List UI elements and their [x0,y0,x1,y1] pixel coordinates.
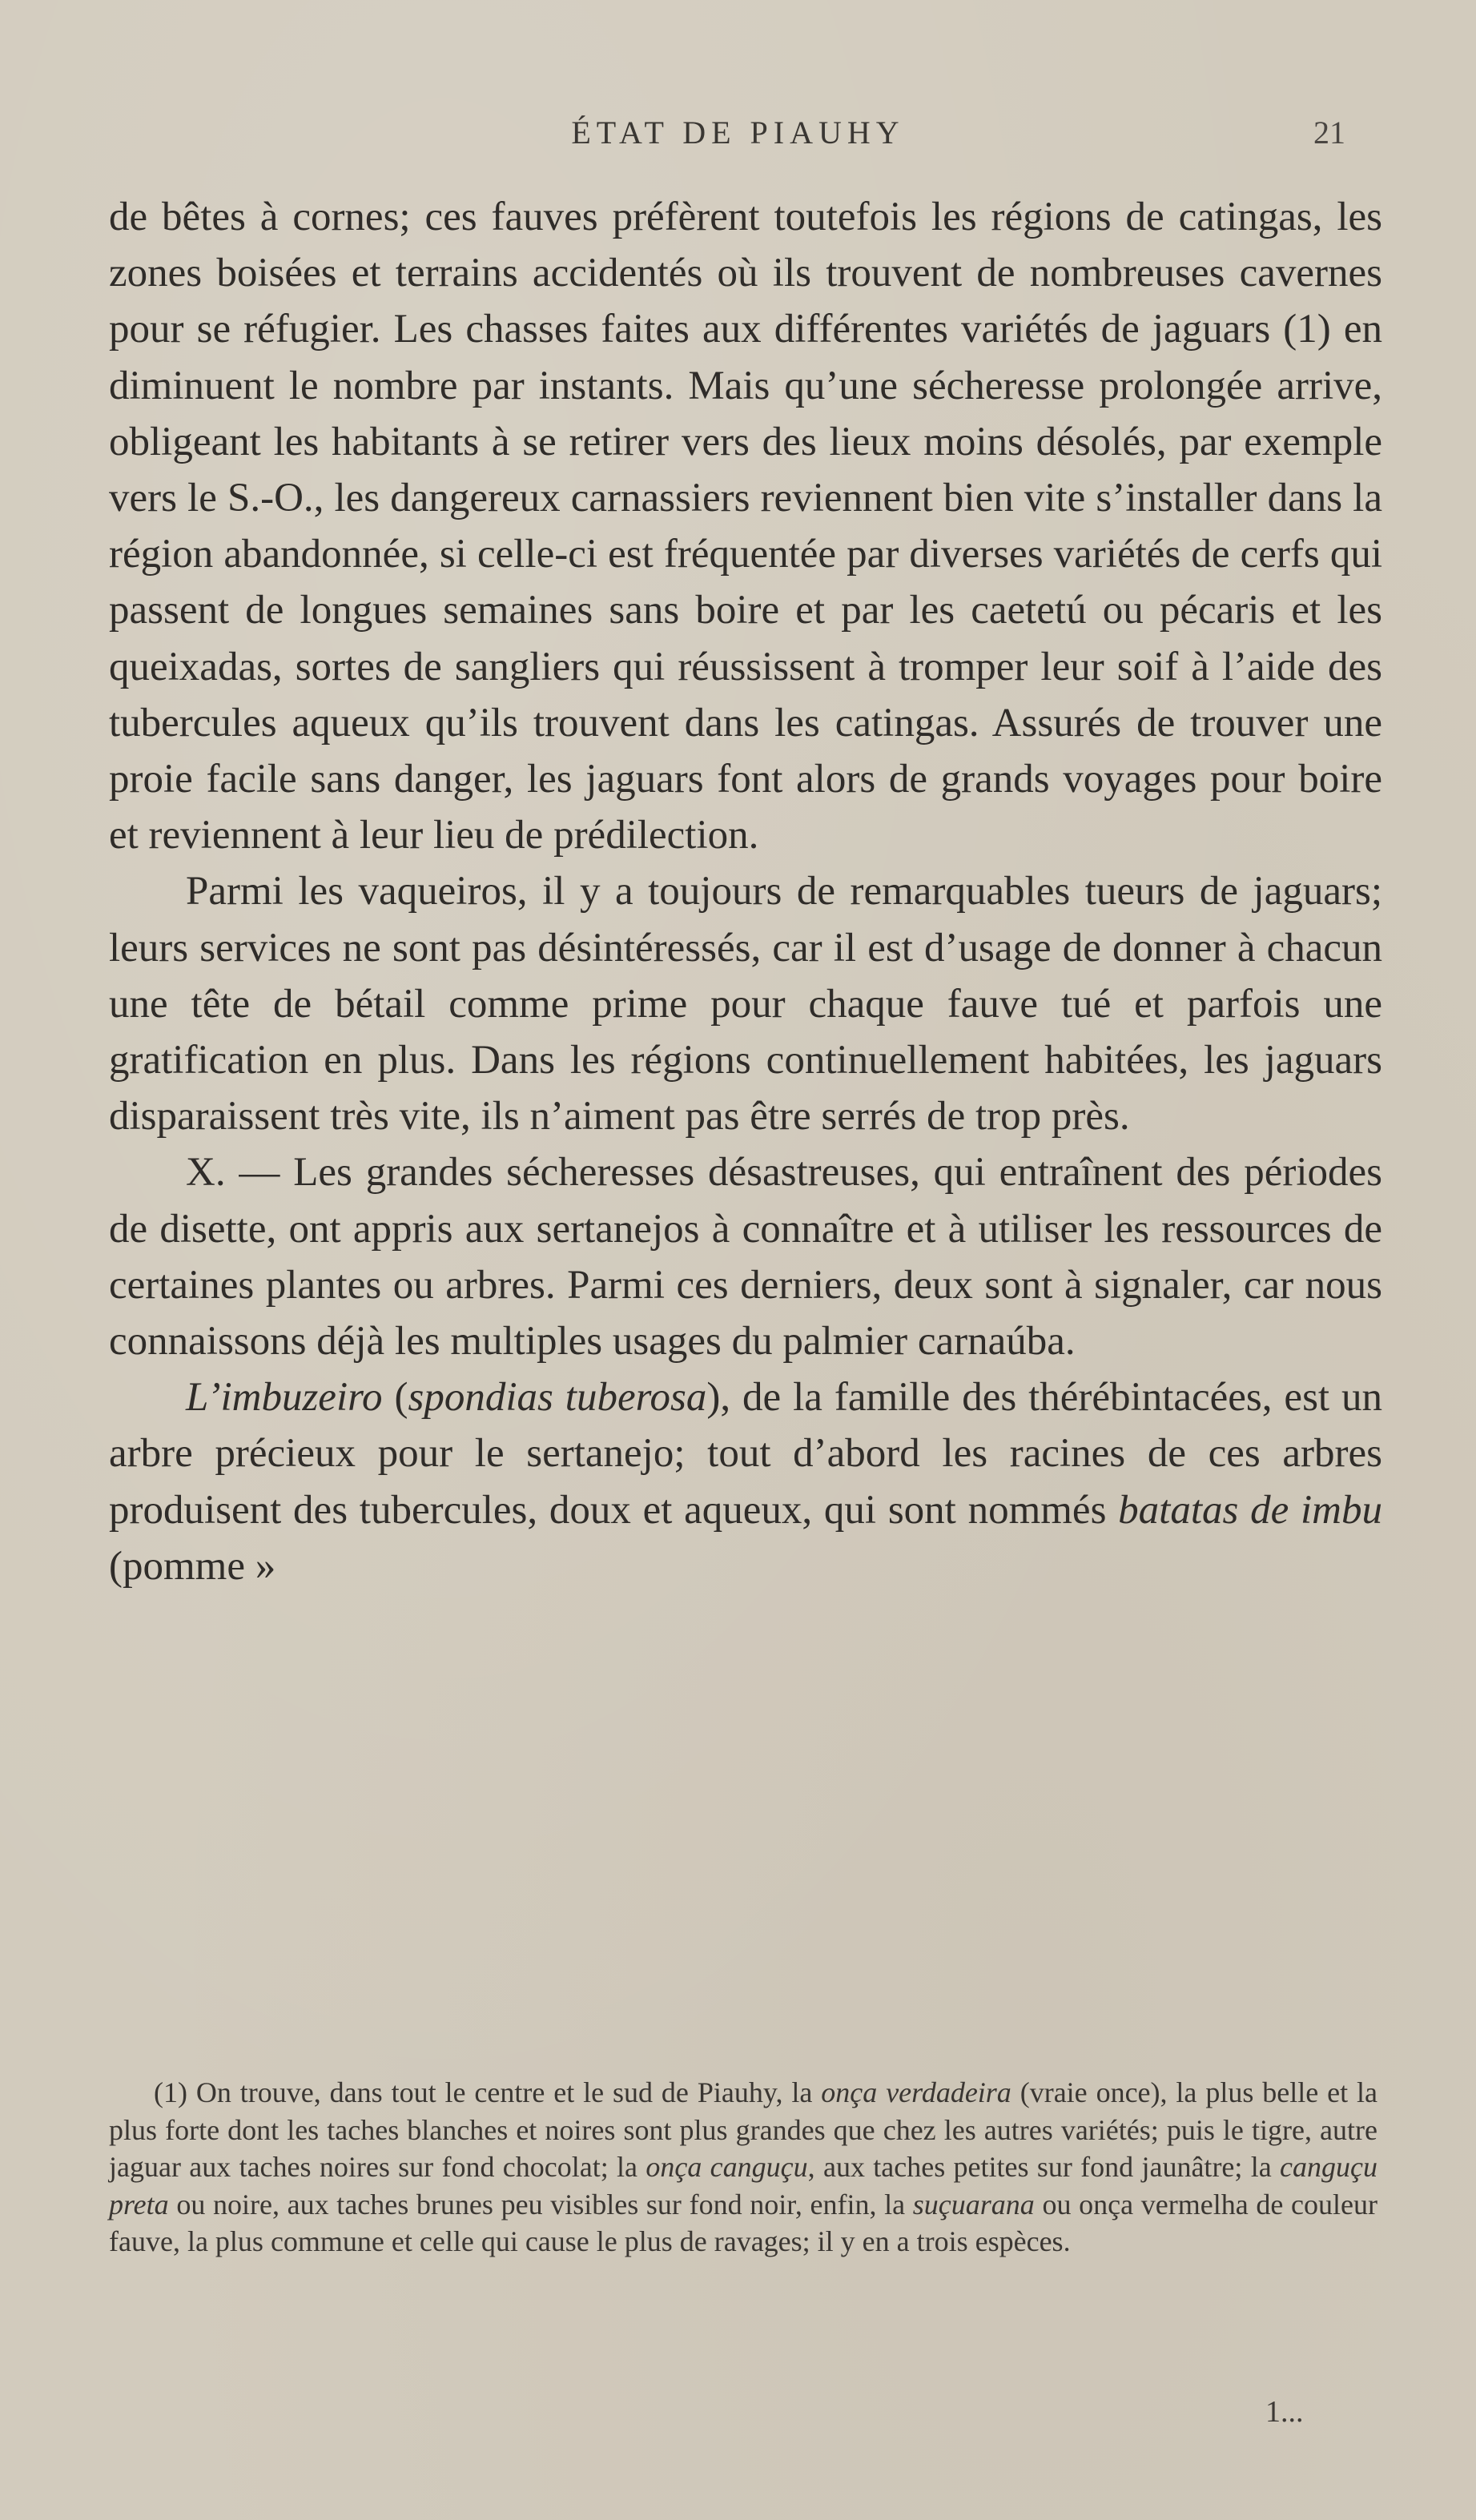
running-title: ÉTAT DE PIAUHY [571,115,905,151]
footnote-text-2: (vraie once), la plus belle et la plus forte dont les taches blanches et noires sont plus grandes que chez les autres variétés; puis le tigre, autre jaguar aux taches noires sur fond chocolat; la [109,2076,1377,2183]
footnote-term-sucuarana: suçuarana [912,2188,1035,2221]
latin-name: spondias tuberosa [408,1375,707,1421]
page-number: 21 [1313,115,1345,151]
footnote-lead: (1) On trouve, dans tout le centre et le sud de Piauhy, la [154,2076,822,2108]
imbuzeiro-term: L’imbuzeiro [186,1375,383,1421]
footnote-text-4: , aux taches petites sur fond jaunâtre; la [807,2151,1281,2183]
footnote-text-8: ou onça vermelha de couleur fauve, la plus commune et celle qui cause le plus de ravages; il y en a trois espèces. [109,2188,1377,2257]
paragraph-4 [109,1369,1382,1594]
paragraph-4-tail: (pomme » [109,1543,276,1589]
footnote-text-6: ou noire, aux taches brunes peu visibles sur fond noir, enfin, la [168,2188,913,2221]
footnote-term-onca-verdadeira: onça verdadeira [821,2076,1011,2108]
paragraph-3-section-x: X. — Les grandes sécheresses désastreuses, qui entraînent des périodes de disette, ont appris aux sertanejos à connaître et à utiliser les ressources de certaines plantes ou arbres. Parmi ces derniers, deux sont à signaler, car nous connaissons déjà les multiples usages du palmier carnaúba. [109,1150,1382,1364]
paragraph-2: Parmi les vaqueiros, il y a toujours de remarquables tueurs de jaguars; leurs services ne sont pas désintéressés, car il est d’usage de donner à chacun une tête de bétail comme prime pour chaque fauve tué et parfois une gratification en plus. Dans les régions continuellement habitées, les jaguars disparaissent très vite, ils n’aiment pas être serrés de trop près. [109,869,1382,1139]
paragraph-1: de bêtes à cornes; ces fauves préfèrent toutefois les régions de catingas, les zones boisées et terrains accidentés où ils trouvent de nombreuses cavernes pour se réfugier. Les chasses faites aux différentes variétés de jaguars (1) en diminuent le nombre par instants. Mais qu’une sécheresse prolongée arrive, obligeant les habitants à se retirer vers des lieux moins désolés, par exemple vers le S.-O., les dangereux carnassiers reviennent bien vite s’installer dans la région abandonnée, si celle-ci est fréquentée par diverses variétés de cerfs qui passent de longues semaines sans boire et par les caetetú ou pécaris et les queixadas, sortes de sangliers qui réussissent à tromper leur soif à l’aide des tubercules aqueux qu’ils trouvent dans les catingas. Assurés de trouver une proie facile sans danger, les jaguars font alors de grands voyages pour boire et reviennent à leur lieu de prédilection. [109,195,1382,858]
body-text [109,189,1382,1594]
footnote-term-onca-cangucu: onça canguçu [645,2151,808,2183]
signature-mark: 1... [1265,2395,1304,2429]
running-head [0,114,1476,162]
batatas-term: batatas de imbu [1118,1487,1382,1533]
paragraph-4-open-paren: ( [382,1375,408,1421]
paragraph-4-body: ), de la famille des thérébintacées, est un arbre précieux pour le sertanejo; tout d’abord les racines de ces arbres produisent des tubercules, doux et aqueux, qui sont nommés [109,1375,1383,1533]
footnote [109,2074,1377,2261]
footnote-term-cangucu-preta: canguçu preta [109,2151,1378,2221]
